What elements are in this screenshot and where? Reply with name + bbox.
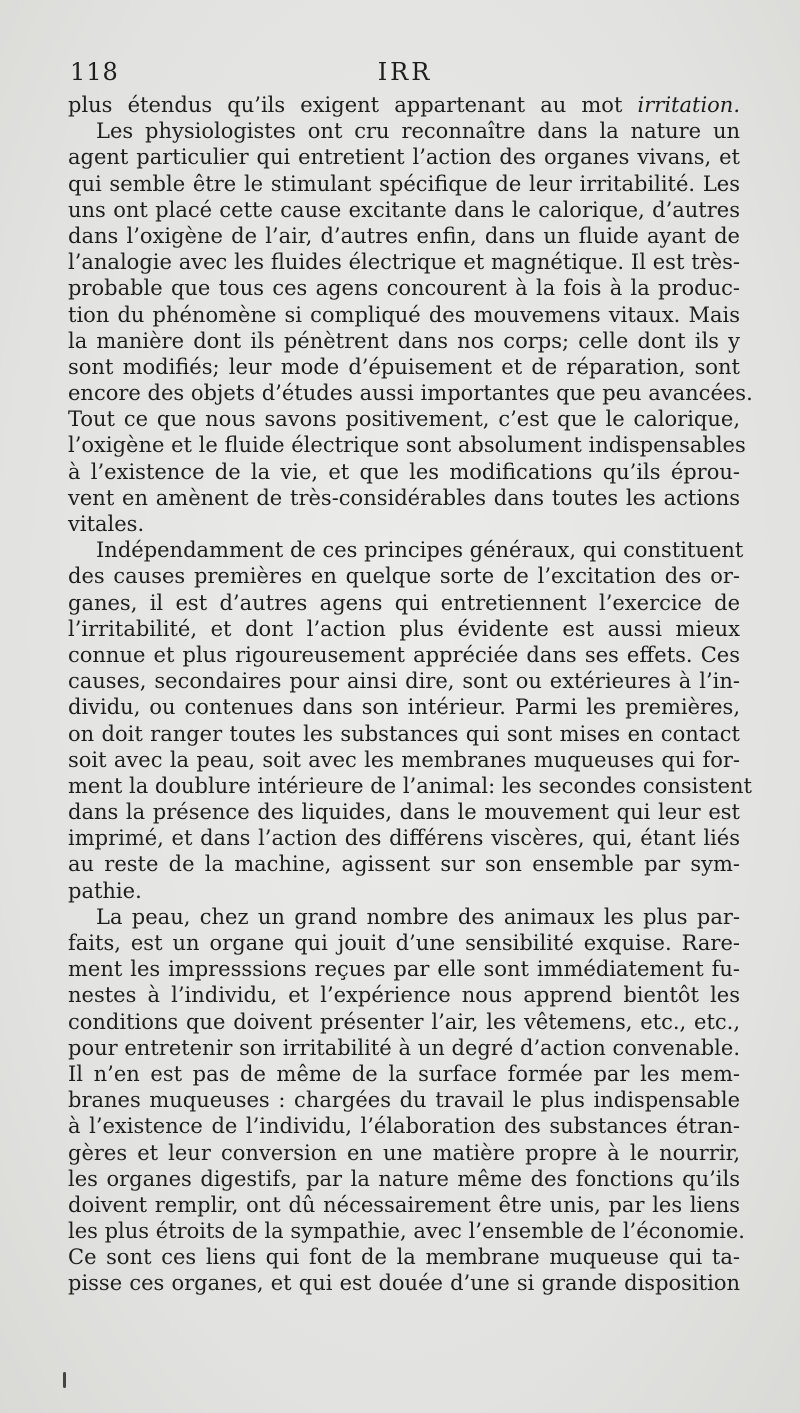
text-line-content: doivent remplir, ont dû nécessairement être unis, par les liens: [68, 1192, 740, 1217]
text-line: [68, 616, 740, 642]
text-line: [68, 302, 740, 328]
text-line-content: vent en amènent de très-considérables dans toutes les actions: [68, 485, 740, 510]
text-line: [68, 1113, 740, 1139]
text-line: [68, 511, 740, 537]
text-line: [68, 642, 740, 668]
text-line: [68, 406, 740, 432]
text-line: [68, 1166, 740, 1192]
text-line-content: pathie.: [68, 878, 142, 903]
text-line-content: plus étendus qu’ils exigent appartenant au mot: [68, 93, 638, 117]
text-line: [68, 851, 740, 877]
text-line: [68, 904, 740, 930]
text-line: [68, 249, 740, 275]
text-line-content: qui semble être le stimulant spécifique de leur irritabilité. Les: [68, 171, 740, 196]
text-line-content: uns ont placé cette cause excitante dans le calorique, d’autres: [68, 197, 740, 222]
ink-speck: [63, 1372, 66, 1388]
text-line-content: faits, est un organe qui jouit d’une sensibilité exquise. Rare-: [68, 931, 740, 955]
text-line-content: connue et plus rigoureusement appréciée dans ses effets. Ces: [68, 642, 740, 667]
text-line-content: des causes premières en quelque sorte de l’excitation des or-: [68, 564, 740, 589]
text-line: [68, 930, 740, 956]
text-line: [68, 1140, 740, 1166]
text-line-content: ganes, il est d’autres agens qui entretiennent l’exercice de: [68, 590, 740, 615]
body-text: [68, 92, 753, 1297]
text-line-content: ment les impresssions reçues par elle sont immédiatement fu-: [68, 957, 740, 982]
text-line: [68, 590, 740, 616]
text-line-content: vitales.: [68, 512, 145, 536]
text-line-content: causes, secondaires pour ainsi dire, sont ou extérieures à l’in-: [68, 669, 740, 694]
text-line-content: dans l’oxigène de l’air, d’autres enfin, dans un fluide ayant de: [68, 223, 740, 248]
text-line: [68, 956, 740, 982]
text-line: [68, 144, 740, 170]
text-line-content: Il n’en est pas de même de la surface formée par les mem-: [68, 1061, 740, 1086]
text-line: [68, 275, 740, 301]
text-line: [68, 982, 740, 1008]
text-line-content: gères et leur conversion en une matière propre à le nourrir,: [68, 1140, 740, 1165]
text-line-content: soit avec la peau, soit avec les membranes muqueuses qui for-: [68, 747, 740, 772]
text-line-content: dividu, ou contenues dans son intérieur. Parmi les premières,: [68, 695, 740, 720]
text-line-content: Les physiologistes ont cru reconnaître dans la nature un: [96, 119, 740, 144]
text-line-content: sont modifiés; leur mode d’épuisement et de réparation, sont: [68, 354, 740, 379]
text-line: [68, 380, 753, 406]
text-line-content: probable que tous ces agens concourent à la fois à la produc-: [68, 276, 740, 301]
text-line: [68, 92, 740, 118]
text-line: [68, 1009, 740, 1035]
text-line: [68, 878, 740, 904]
text-line-content: pisse ces organes, et qui est douée d’une si grande disposition: [68, 1271, 740, 1296]
text-line: [68, 799, 740, 825]
text-line: [68, 694, 740, 720]
running-head: IRR: [377, 58, 433, 86]
text-line: [68, 171, 740, 197]
text-line: [68, 354, 740, 380]
text-line: [68, 1087, 740, 1113]
text-line-content: conditions que doivent présenter l’air, les vêtemens, etc., etc.,: [68, 1009, 740, 1034]
text-line: [68, 432, 746, 458]
text-line-content: Tout ce que nous savons positivement, c’est que le calorique,: [68, 407, 740, 432]
text-line: [68, 721, 740, 747]
text-line-content: nestes à l’individu, et l’expérience nous apprend bientôt les: [68, 983, 740, 1008]
text-line: [68, 563, 740, 589]
italic-term: irritation.: [637, 93, 740, 117]
text-line-content: branes muqueuses : chargées du travail le plus indispensable: [68, 1088, 740, 1113]
text-line: [68, 485, 740, 511]
text-line: [68, 668, 740, 694]
text-line-content: à l’existence de la vie, et que les modifications qu’ils éprou-: [68, 459, 740, 484]
text-line-content: Indépendamment de ces principes généraux, qui constituent: [96, 538, 744, 563]
text-line: [68, 118, 740, 144]
text-line: [68, 747, 740, 773]
text-line-content: Ce sont ces liens qui font de la membrane muqueuse qui ta-: [68, 1245, 740, 1270]
text-line: [68, 1035, 740, 1061]
text-line-content: on doit ranger toutes les substances qui sont mises en contact: [68, 721, 740, 746]
text-line: [68, 1061, 740, 1087]
text-line-content: les organes digestifs, par la nature même des fonctions qu’ils: [68, 1166, 740, 1191]
text-line: [68, 1218, 745, 1244]
text-line: [68, 773, 752, 799]
text-line: [68, 537, 744, 563]
text-line-content: ment la doublure intérieure de l’animal: les secondes consistent: [68, 773, 752, 798]
text-line: [68, 223, 740, 249]
text-line-content: la manière dont ils pénètrent dans nos corps; celle dont ils y: [68, 328, 740, 353]
text-line: [68, 825, 740, 851]
page-header: [70, 58, 740, 92]
text-line-content: encore des objets d’études aussi importantes que peu avancées.: [68, 381, 753, 406]
text-line-content: pour entretenir son irritabilité à un degré d’action convenable.: [68, 1035, 740, 1060]
text-line-content: imprimé, et dans l’action des différens viscères, qui, étant liés: [68, 826, 740, 851]
text-line: [68, 459, 740, 485]
text-line-content: agent particulier qui entretient l’action des organes vivans, et: [68, 145, 740, 170]
text-line: [68, 1270, 740, 1296]
text-line-content: l’oxigène et le fluide électrique sont absolument indispensables: [68, 433, 746, 458]
text-line-content: tion du phénomène si compliqué des mouvemens vitaux. Mais: [68, 302, 740, 327]
text-line: [68, 1192, 740, 1218]
text-line-content: à l’existence de l’individu, l’élaboration des substances étran-: [68, 1114, 740, 1139]
text-line-content: au reste de la machine, agissent sur son ensemble par sym-: [68, 852, 740, 877]
page-number: 118: [70, 58, 119, 86]
text-line-content: l’analogie avec les fluides électrique et magnétique. Il est très-: [68, 250, 740, 275]
text-line: [68, 1244, 740, 1270]
text-line: [68, 197, 740, 223]
text-line-content: dans la présence des liquides, dans le mouvement qui leur est: [68, 800, 740, 825]
text-line-content: l’irritabilité, et dont l’action plus évidente est aussi mieux: [68, 616, 740, 641]
text-line-content: La peau, chez un grand nombre des animaux les plus par-: [96, 904, 740, 929]
text-line-content: les plus étroits de la sympathie, avec l’ensemble de l’économie.: [68, 1219, 745, 1244]
text-line: [68, 328, 740, 354]
